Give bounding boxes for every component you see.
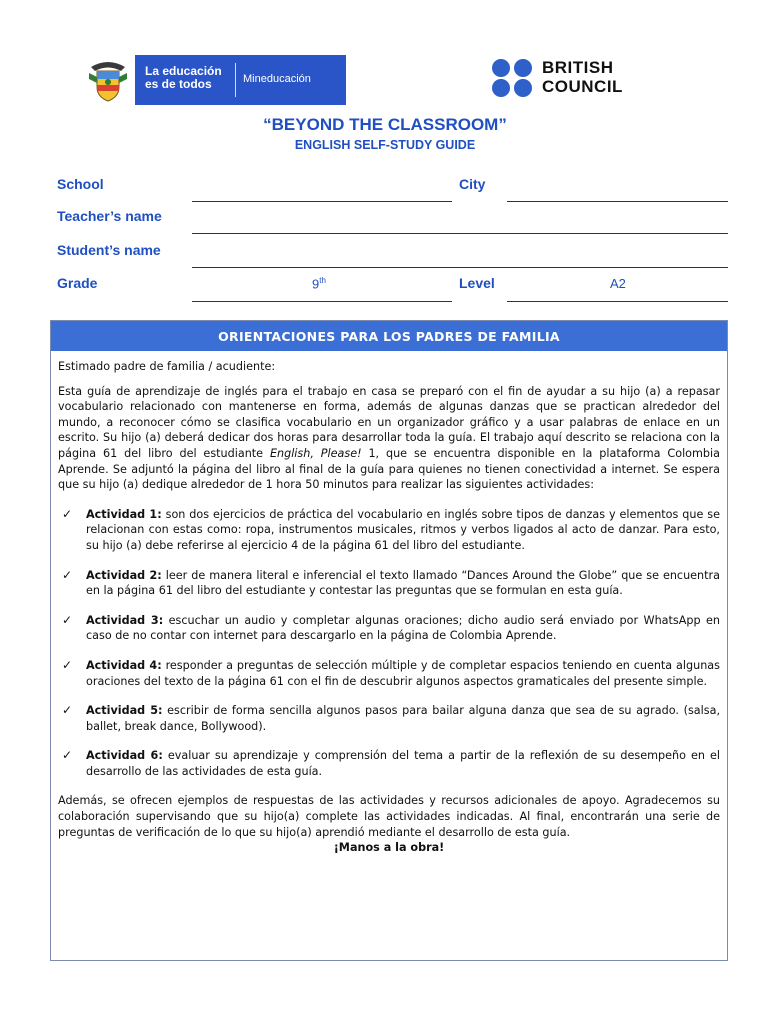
activity-text: leer de manera literal e inferencial el texto llamado “Dances Around the Globe” que se encuentra en la página 61 del libro del estudiante y contestar las preguntas que se formulan en esta guía.: [86, 568, 720, 598]
checkmark-icon: ✓: [62, 612, 73, 627]
document-title: “BEYOND THE CLASSROOM”: [263, 115, 507, 134]
checkmark-icon: ✓: [62, 748, 73, 763]
activity-label: Actividad 3:: [86, 613, 164, 627]
activity-item: [58, 613, 720, 644]
mineducacion-slogan: [145, 65, 222, 91]
teacher-name-label: Teacher’s name: [57, 208, 162, 224]
level-label: Level: [459, 275, 495, 291]
activity-item: [58, 507, 720, 554]
activity-label: Actividad 5:: [86, 704, 163, 718]
activity-label: Actividad 2:: [86, 568, 162, 582]
activity-item: [58, 703, 720, 734]
grade-suffix: th: [319, 276, 326, 285]
logo-divider: [235, 63, 236, 97]
british-council-wordmark: [542, 58, 623, 96]
bc-line-2: COUNCIL: [542, 77, 623, 96]
activity-text: escribir de forma sencilla algunos pasos para bailar alguna danza que sea de su agrado. (salsa, ballet, break dance, Bollywood).: [86, 704, 720, 733]
school-field[interactable]: [192, 201, 452, 202]
activity-text: evaluar su aprendizaje y comprensión del tema a partir de la reflexión de su desempeño en el desarrollo de las actividades de esta guía.: [86, 749, 720, 778]
checkmark-icon: ✓: [62, 567, 73, 582]
bc-line-1: BRITISH: [542, 58, 614, 77]
activity-item: [58, 748, 720, 779]
level-field-line: [507, 301, 728, 302]
student-name-field[interactable]: [192, 267, 728, 268]
activity-text: son dos ejercicios de práctica del vocabulario en inglés sobre tipos de danzas y elementos que se relacionan con estas como: ropa, instrumentos musicales, ritmos y verbos ligados al acto de danzar. Para esto, su hijo (a) debe referirse al ejercicio 4 de la página 61 del libro del estudiante.: [86, 507, 720, 552]
grade-field-line: [192, 301, 452, 302]
document-subtitle: ENGLISH SELF-STUDY GUIDE: [294, 138, 476, 152]
activity-text: responder a preguntas de selección múltiple y de completar espacios teniendo en cuenta algunas oraciones del texto de la página 61 con el fin de descubrir algunos aspectos gramaticales del presente simple.: [86, 658, 720, 688]
orientaciones-heading: ORIENTACIONES PARA LOS PADRES DE FAMILIA: [51, 321, 727, 351]
intro-paragraph: [58, 384, 720, 493]
intro-text-1: Esta guía de aprendizaje de inglés para el trabajo en casa se preparó con el fin de ayudar a su hijo (a) a repasar vocabulario relacionado con mantenerse en forma, además de algunas danzas que se practican alrededor del mundo, a reconocer cómo se clasifica vocabulario en un organizador gráfico y a usar palabras de enlace en un escrito. Su hijo (a) deberá dedicar dos horas para desarrollar toda la guía. El trabajo aquí descrito se relaciona con la página 61 del libro del estudiante: [58, 384, 720, 460]
colombia-crest-icon: [83, 55, 133, 105]
sign-off: ¡Manos a la obra!: [333, 841, 445, 855]
city-label: City: [459, 176, 486, 192]
closing-paragraph: Además, se ofrecen ejemplos de respuestas de las actividades y recursos adicionales de apoyo. Agradecemos su colaboración supervisando que su hijo(a) complete las actividades indicadas. Al final, encontrarán una serie de preguntas de verificación de lo que su hijo(a) aprendió mediante el desarrollo de esta guía.: [58, 794, 720, 839]
activity-label: Actividad 1:: [86, 507, 162, 521]
checkmark-icon: ✓: [62, 657, 73, 672]
activities-list: [58, 507, 720, 780]
checkmark-icon: ✓: [62, 506, 73, 521]
activity-item: [58, 658, 720, 689]
slogan-line-1: La educación: [145, 64, 222, 78]
mineducacion-logo: [83, 55, 346, 105]
activity-item: [58, 568, 720, 599]
grade-label: Grade: [57, 275, 98, 291]
checkmark-icon: ✓: [62, 703, 73, 718]
mineducacion-brand: Mineducación: [243, 73, 311, 85]
mineducacion-band: [135, 55, 346, 105]
book-title: English, Please!: [269, 446, 362, 460]
teacher-name-field[interactable]: [192, 233, 728, 234]
grade-value[interactable]: [312, 276, 326, 291]
school-label: School: [57, 176, 104, 192]
british-council-logo: [490, 56, 625, 100]
student-name-label: Student’s name: [57, 242, 161, 258]
intro-text-2: 1, que se encuentra disponible en la plataforma Colombia Aprende. Se adjuntó la página del libro al final de la guía para quienes no tienen conectividad a internet. Se espera que su hijo (a) dedique alrededor de 1 hora 50 minutos para realizar las siguientes actividades:: [58, 446, 720, 492]
city-field[interactable]: [507, 201, 728, 202]
slogan-line-2: es de todos: [145, 77, 212, 91]
activity-text: escuchar un audio y completar algunas oraciones; dicho audio será enviado por WhatsApp en caso de no contar con internet para descargarlo en la página de Colombia Aprende.: [86, 613, 720, 643]
british-council-dots-icon: [490, 58, 536, 98]
orientaciones-box: [50, 320, 728, 961]
activity-label: Actividad 4:: [86, 658, 162, 672]
greeting: Estimado padre de familia / acudiente:: [58, 360, 276, 373]
grade-number: 9: [312, 276, 320, 292]
activity-label: Actividad 6:: [86, 749, 163, 763]
orientaciones-body: [58, 359, 720, 856]
level-value[interactable]: A2: [610, 276, 626, 291]
